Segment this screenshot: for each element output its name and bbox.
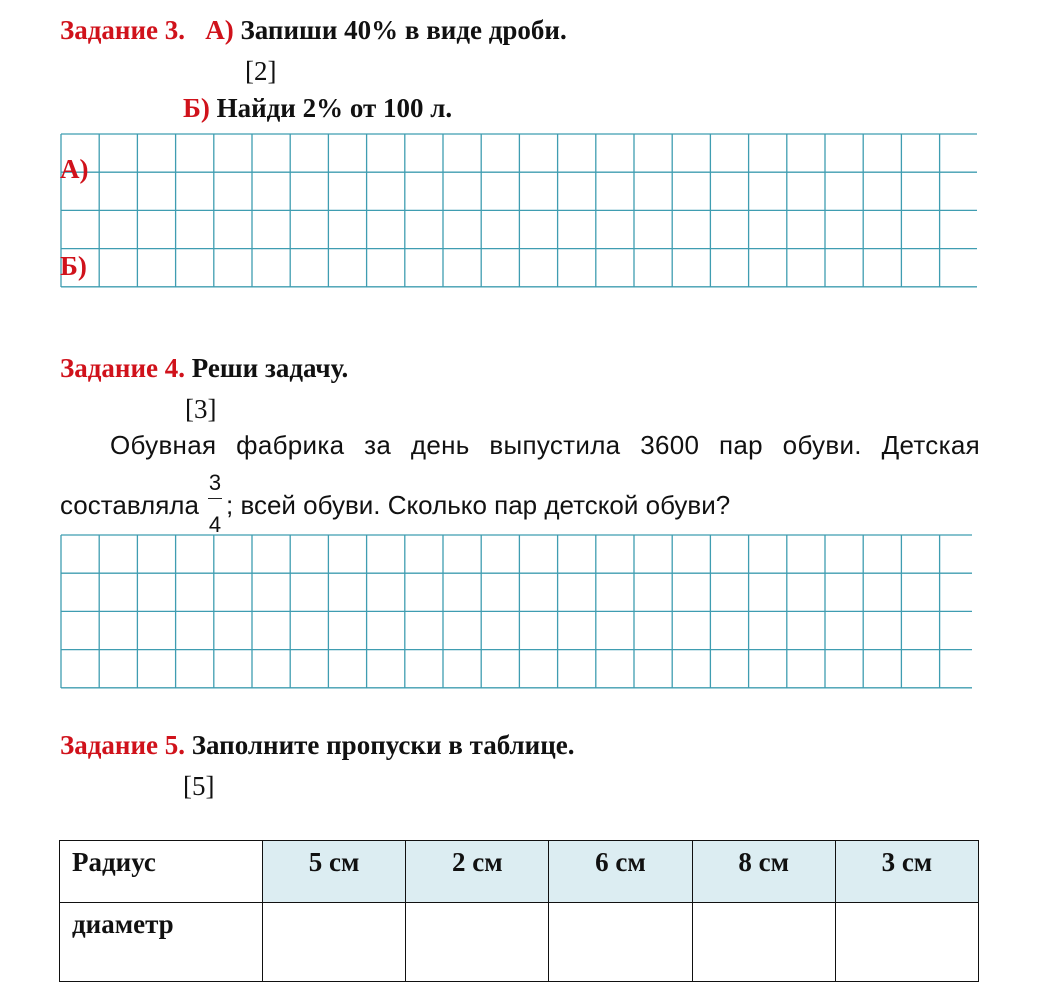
task5-title-line xyxy=(60,729,575,761)
task4-text-line1: Обувная фабрика за день выпустила 3600 пар обуви. Детская xyxy=(110,430,980,460)
task4-marks: [3] xyxy=(185,394,217,424)
radius-cell: 6 см xyxy=(549,841,692,903)
task4-instruction: Реши задачу. xyxy=(191,353,349,383)
radius-cell: 5 см xyxy=(263,841,406,903)
radius-label: Радиус xyxy=(60,841,263,903)
task5-marks: [5] xyxy=(183,771,215,801)
task3-heading: Задание 3. xyxy=(60,15,186,45)
task4-heading: Задание 4. xyxy=(60,353,186,383)
radius-cell: 8 см xyxy=(692,841,835,903)
task5-heading: Задание 5. xyxy=(60,730,186,760)
task3-grid-label-b: Б) xyxy=(60,251,87,281)
task3-part-a-label: А) xyxy=(205,15,234,45)
diameter-answer-cell[interactable] xyxy=(549,903,692,982)
task3-part-a-text: Запиши 40% в виде дроби. xyxy=(240,15,567,45)
diameter-answer-cell[interactable] xyxy=(692,903,835,982)
diameter-answer-cell[interactable] xyxy=(835,903,978,982)
radius-cell: 3 см xyxy=(835,841,978,903)
diameter-answer-cell[interactable] xyxy=(263,903,406,982)
radius-cell: 2 см xyxy=(406,841,549,903)
diameter-answer-cell[interactable] xyxy=(406,903,549,982)
diameter-row xyxy=(60,903,979,982)
diameter-label: диаметр xyxy=(60,903,263,982)
task5-instruction: Заполните пропуски в таблице. xyxy=(191,730,575,760)
radius-row xyxy=(60,841,979,903)
task3-marks: [2] xyxy=(245,56,277,86)
task3-part-b-text: Найди 2% от 100 л. xyxy=(216,93,453,123)
task3-grid-label-a: А) xyxy=(60,154,89,184)
task4-text-line2-end: ; всей обуви. Сколько пар детской обуви? xyxy=(226,490,731,520)
radius-diameter-table xyxy=(59,840,979,982)
fraction-numerator: 3 xyxy=(208,470,222,495)
fraction-denominator: 4 xyxy=(208,512,222,537)
task3-part-b-label: Б) xyxy=(183,93,210,123)
task4-text-line2-start: составляла xyxy=(60,490,199,520)
